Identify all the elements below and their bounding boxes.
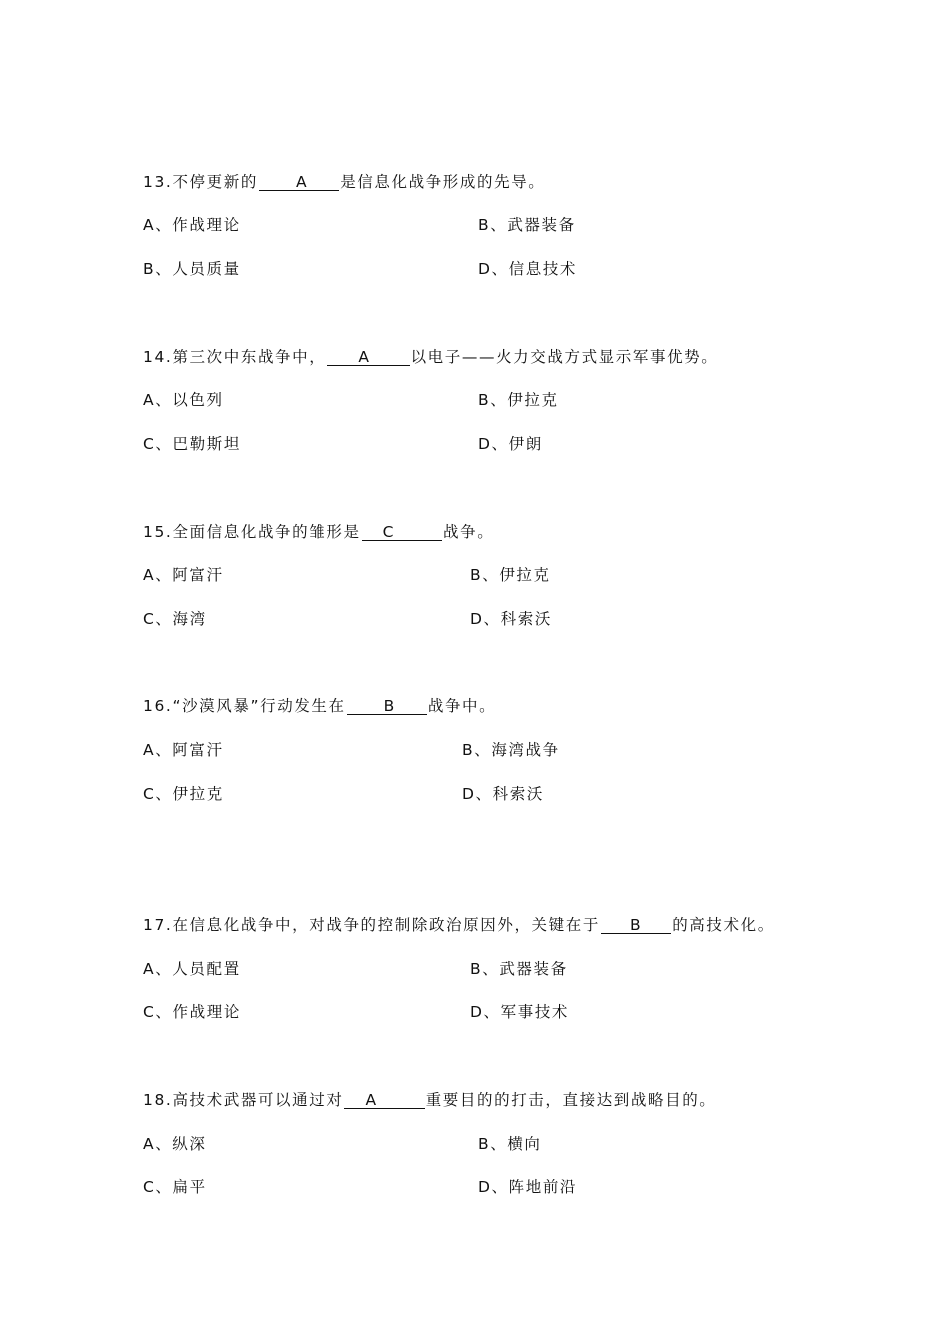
question-text-before: 在信息化战争中，对战争的控制除政治原因外，关键在于 xyxy=(172,916,600,934)
question-18 xyxy=(143,1090,716,1110)
question-text-before: 全面信息化战争的雏形是 xyxy=(172,523,361,541)
option-a: A、阿富汗 xyxy=(143,741,224,759)
option-a: A、阿富汗 xyxy=(143,566,224,584)
option-c: C、作战理论 xyxy=(143,1003,241,1021)
option-b: B、海湾战争 xyxy=(462,741,560,759)
answer-letter: A xyxy=(295,173,309,191)
option-a: A、人员配置 xyxy=(143,960,241,978)
option-d: D、伊朗 xyxy=(478,435,543,453)
option-c: B、人员质量 xyxy=(143,260,241,278)
answer-blank xyxy=(362,524,442,541)
option-c: C、扁平 xyxy=(143,1178,207,1196)
question-number: 16. xyxy=(143,697,173,715)
option-a: A、以色列 xyxy=(143,391,224,409)
option-b: B、武器装备 xyxy=(470,960,568,978)
question-text-after: 以电子——火力交战方式显示军事优势。 xyxy=(410,348,719,366)
question-14 xyxy=(143,347,718,367)
question-number: 14. xyxy=(143,348,173,366)
answer-blank xyxy=(344,1092,424,1109)
option-c: C、伊拉克 xyxy=(143,785,224,803)
answer-letter: A xyxy=(358,348,371,366)
question-number: 17. xyxy=(143,916,173,934)
option-d: D、信息技术 xyxy=(478,260,578,278)
option-c: C、巴勒斯坦 xyxy=(143,435,241,453)
question-text-before: “沙漠风暴”行动发生在 xyxy=(172,697,346,715)
question-text-after: 战争。 xyxy=(443,523,495,541)
question-text-before: 不停更新的 xyxy=(172,173,258,191)
question-text-after: 的高技术化。 xyxy=(672,916,775,934)
answer-blank xyxy=(601,917,671,934)
question-15 xyxy=(143,522,494,542)
option-a: A、纵深 xyxy=(143,1135,207,1153)
option-d: D、阵地前沿 xyxy=(478,1178,578,1196)
question-text-before: 高技术武器可以通过对 xyxy=(172,1091,344,1109)
answer-letter: B xyxy=(383,697,396,715)
question-text-before: 第三次中东战争中， xyxy=(172,348,327,366)
question-number: 15. xyxy=(143,523,173,541)
question-13 xyxy=(143,172,545,192)
answer-letter: B xyxy=(629,916,643,934)
question-text-after: 重要目的的打击，直接达到战略目的。 xyxy=(425,1091,717,1109)
answer-letter: A xyxy=(365,1091,378,1109)
question-16 xyxy=(143,696,496,716)
answer-blank xyxy=(327,349,409,366)
option-b: B、伊拉克 xyxy=(470,566,551,584)
option-c: C、海湾 xyxy=(143,610,207,628)
answer-blank xyxy=(347,698,427,715)
option-d: D、科索沃 xyxy=(470,610,552,628)
option-d: D、科索沃 xyxy=(462,785,544,803)
answer-letter: C xyxy=(382,523,395,541)
question-number: 13. xyxy=(143,173,173,191)
question-text-after: 是信息化战争形成的先导。 xyxy=(340,173,546,191)
question-17 xyxy=(143,915,775,935)
option-b: B、武器装备 xyxy=(478,216,576,234)
option-d: D、军事技术 xyxy=(470,1003,570,1021)
option-a: A、作战理论 xyxy=(143,216,241,234)
question-text-after: 战争中。 xyxy=(427,697,497,715)
question-number: 18. xyxy=(143,1091,173,1109)
option-b: B、伊拉克 xyxy=(478,391,559,409)
answer-blank xyxy=(259,174,339,191)
option-b: B、横向 xyxy=(478,1135,542,1153)
